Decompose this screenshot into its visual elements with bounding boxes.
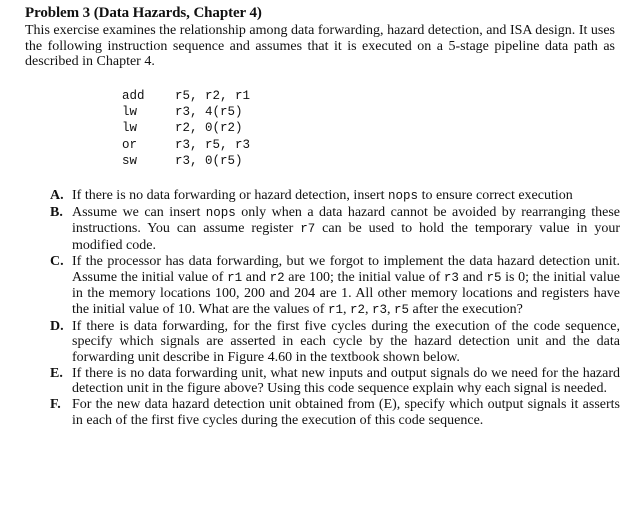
code-line bbox=[122, 153, 250, 169]
question-code-term: r1 bbox=[227, 270, 243, 285]
question-item bbox=[50, 397, 620, 428]
question-text bbox=[72, 366, 620, 397]
question-text-run: to ensure correct execution bbox=[418, 188, 573, 203]
question-code-term: r3 bbox=[371, 302, 387, 317]
code-opcode: or bbox=[122, 137, 138, 152]
question-code-term: r2 bbox=[349, 302, 365, 317]
question-code-term: r5 bbox=[486, 270, 502, 285]
question-code-term: r2 bbox=[269, 270, 285, 285]
question-item bbox=[50, 188, 620, 205]
code-listing bbox=[122, 88, 250, 169]
question-text-run: after the execution? bbox=[409, 301, 523, 317]
question-letter: B. bbox=[50, 204, 63, 220]
code-opcode: add bbox=[122, 89, 145, 103]
code-opcode: lw bbox=[122, 121, 138, 136]
code-line bbox=[122, 104, 250, 120]
question-item bbox=[50, 366, 620, 397]
question-letter: D. bbox=[50, 318, 64, 334]
question-list bbox=[50, 188, 620, 429]
code-line bbox=[122, 88, 250, 104]
code-line bbox=[122, 137, 250, 153]
question-text-run: and bbox=[458, 269, 487, 285]
question-text-run: If there is no data forwarding or hazard detection, insert bbox=[72, 188, 389, 203]
question-code-term: nops bbox=[205, 205, 236, 220]
question-text-run: Assume we can insert bbox=[72, 204, 206, 220]
question-code-term: r5 bbox=[393, 302, 409, 317]
question-text-run: If the processor has data forwarding, but we forgot to implement the data hazard detection unit. Assume the initial value of bbox=[72, 253, 620, 285]
question-letter: C. bbox=[50, 253, 64, 269]
question-text bbox=[72, 205, 620, 254]
code-opcode: sw bbox=[122, 153, 138, 168]
code-operands: r2, 0(r2) bbox=[175, 121, 243, 136]
code-operands: r3, 4(r5) bbox=[175, 105, 243, 120]
question-text-run: is 0; the initial value in the memory locations 100, 200 and 204 are 1. All other memory locations and registers have the initial value of 10. What are the values of bbox=[72, 269, 621, 317]
question-text-run: For the new data hazard detection unit obtained from (E), specify which output signals it asserts in each of the first five cycles during the execution of this code sequence. bbox=[72, 397, 620, 428]
problem-intro: This exercise examines the relationship among data forwarding, hazard detection, and ISA design. It uses the following instruction sequence and assumes that it is executed on a 5-stage pipeline data path as described in Chapter 4. bbox=[25, 23, 615, 70]
question-text-run: and bbox=[242, 269, 270, 285]
question-item bbox=[50, 319, 620, 366]
question-letter: E. bbox=[50, 365, 63, 381]
question-item bbox=[50, 205, 620, 254]
question-text bbox=[72, 188, 620, 205]
question-text bbox=[72, 397, 620, 428]
question-code-term: r7 bbox=[300, 222, 316, 237]
question-text-run: , bbox=[364, 301, 372, 317]
question-text-run: If there is no data forwarding unit, what new inputs and output signals do we need for the hazard detection unit in the figure above? Using this code sequence explain why each signal is needed. bbox=[72, 365, 620, 397]
question-letter: A. bbox=[50, 188, 64, 203]
question-letter: F. bbox=[50, 397, 61, 413]
question-text-run: , bbox=[342, 301, 350, 317]
question-text bbox=[72, 254, 620, 319]
question-text bbox=[72, 319, 620, 366]
question-text-run: can be used to hold the temporary value in your modified code. bbox=[72, 221, 620, 254]
question-text-run: , bbox=[386, 301, 394, 317]
code-operands: r3, 0(r5) bbox=[175, 153, 243, 168]
question-item bbox=[50, 254, 620, 319]
code-line bbox=[122, 120, 250, 136]
code-opcode: lw bbox=[122, 105, 138, 120]
question-text-run: If there is data forwarding, for the first five cycles during the execution of the code sequence, specify which signals are asserted in each cycle by the hazard detection unit and the data forwarding unit describe in Figure 4.60 in the textbook shown below. bbox=[72, 318, 620, 366]
problem-title: Problem 3 (Data Hazards, Chapter 4) bbox=[25, 5, 262, 21]
question-code-term: r3 bbox=[443, 270, 459, 285]
question-text-run: are 100; the initial value of bbox=[284, 269, 444, 285]
code-operands: r3, r5, r3 bbox=[175, 137, 251, 152]
code-operands: r5, r2, r1 bbox=[175, 89, 251, 103]
question-code-term: nops bbox=[388, 189, 419, 203]
question-code-term: r1 bbox=[327, 302, 343, 317]
question-text-run: only when a data hazard cannot be avoided by rearranging these instructions. You can assume register bbox=[72, 204, 621, 237]
